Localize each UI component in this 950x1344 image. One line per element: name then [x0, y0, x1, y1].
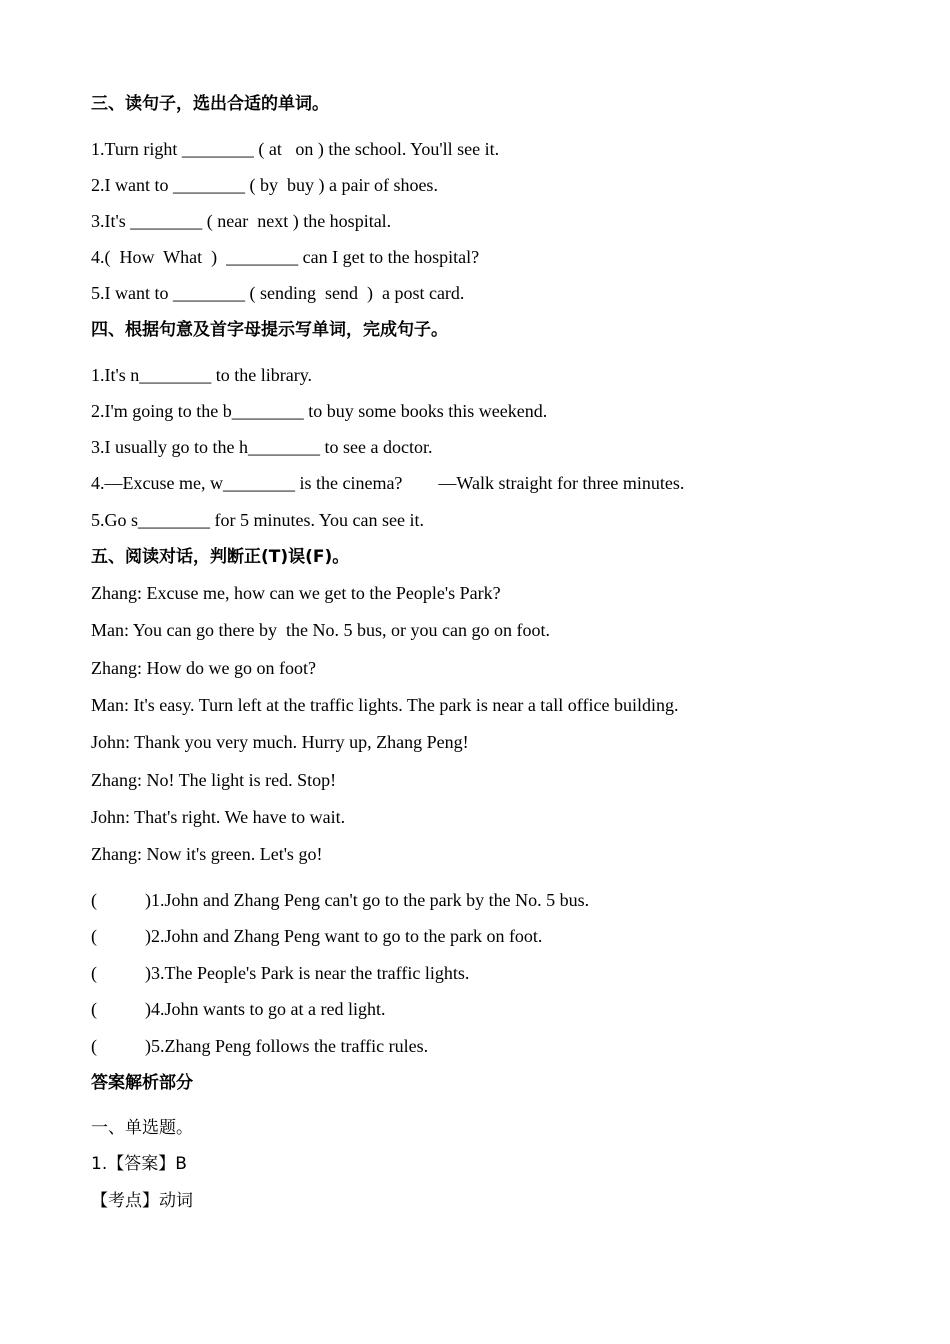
tf-statement-text: )4.John wants to go at a red light.: [145, 999, 386, 1019]
dialogue-line-2: Man: You can go there by the No. 5 bus, or you can go on foot.: [91, 620, 550, 640]
tf-statement-5: [91, 1034, 428, 1058]
point-line: 【考点】动词: [91, 1191, 193, 1211]
tf-statement-text: )2.John and Zhang Peng want to go to the park on foot.: [145, 926, 543, 946]
dialogue-line-8: Zhang: Now it's green. Let's go!: [91, 844, 323, 864]
section3-item-1: 1.Turn right ________ ( at on ) the school. You'll see it.: [91, 139, 500, 159]
tf-statement-1: [91, 888, 589, 912]
dialogue-line-7: John: That's right. We have to wait.: [91, 807, 346, 827]
tf-statement-text: )3.The People's Park is near the traffic lights.: [145, 963, 470, 983]
answers-heading: 答案解析部分: [91, 1073, 193, 1093]
section4-item-3: 3.I usually go to the h________ to see a doctor.: [91, 437, 433, 457]
section4-item-2: 2.I'm going to the b________ to buy some books this weekend.: [91, 401, 548, 421]
section3-item-4: 4.( How What ) ________ can I get to the hospital?: [91, 247, 480, 267]
section4-heading: 四、根据句意及首字母提示写单词，完成句子。: [91, 320, 448, 340]
dialogue-line-6: Zhang: No! The light is red. Stop!: [91, 770, 337, 790]
answer-blank[interactable]: (: [91, 1036, 97, 1056]
answers-sub-heading: 一、单选题。: [91, 1118, 193, 1138]
answer-blank[interactable]: (: [91, 999, 97, 1019]
dialogue-line-4: Man: It's easy. Turn left at the traffic lights. The park is near a tall office building.: [91, 695, 679, 715]
tf-statement-text: )5.Zhang Peng follows the traffic rules.: [145, 1036, 429, 1056]
section4-item-4: 4.—Excuse me, w________ is the cinema? —Walk straight for three minutes.: [91, 473, 685, 493]
tf-statement-text: )1.John and Zhang Peng can't go to the park by the No. 5 bus.: [145, 890, 590, 910]
section4-item-1: 1.It's n________ to the library.: [91, 365, 313, 385]
answer-blank[interactable]: (: [91, 926, 97, 946]
answer-line: 1.【答案】B: [91, 1154, 187, 1174]
dialogue-line-3: Zhang: How do we go on foot?: [91, 658, 316, 678]
answer-blank[interactable]: (: [91, 890, 97, 910]
section5-heading: 五、阅读对话，判断正(T)误(F)。: [91, 547, 350, 567]
dialogue-line-5: John: Thank you very much. Hurry up, Zhang Peng!: [91, 732, 469, 752]
section3-heading: 三、读句子，选出合适的单词。: [91, 94, 329, 114]
section3-item-3: 3.It's ________ ( near next ) the hospital.: [91, 211, 392, 231]
answer-blank[interactable]: (: [91, 963, 97, 983]
tf-statement-2: [91, 924, 542, 948]
section3-item-5: 5.I want to ________ ( sending send ) a post card.: [91, 283, 465, 303]
section3-item-2: 2.I want to ________ ( by buy ) a pair of shoes.: [91, 175, 438, 195]
tf-statement-4: [91, 997, 385, 1021]
section4-item-5: 5.Go s________ for 5 minutes. You can see it.: [91, 510, 424, 530]
dialogue-line-1: Zhang: Excuse me, how can we get to the People's Park?: [91, 583, 501, 603]
tf-statement-3: [91, 961, 469, 985]
